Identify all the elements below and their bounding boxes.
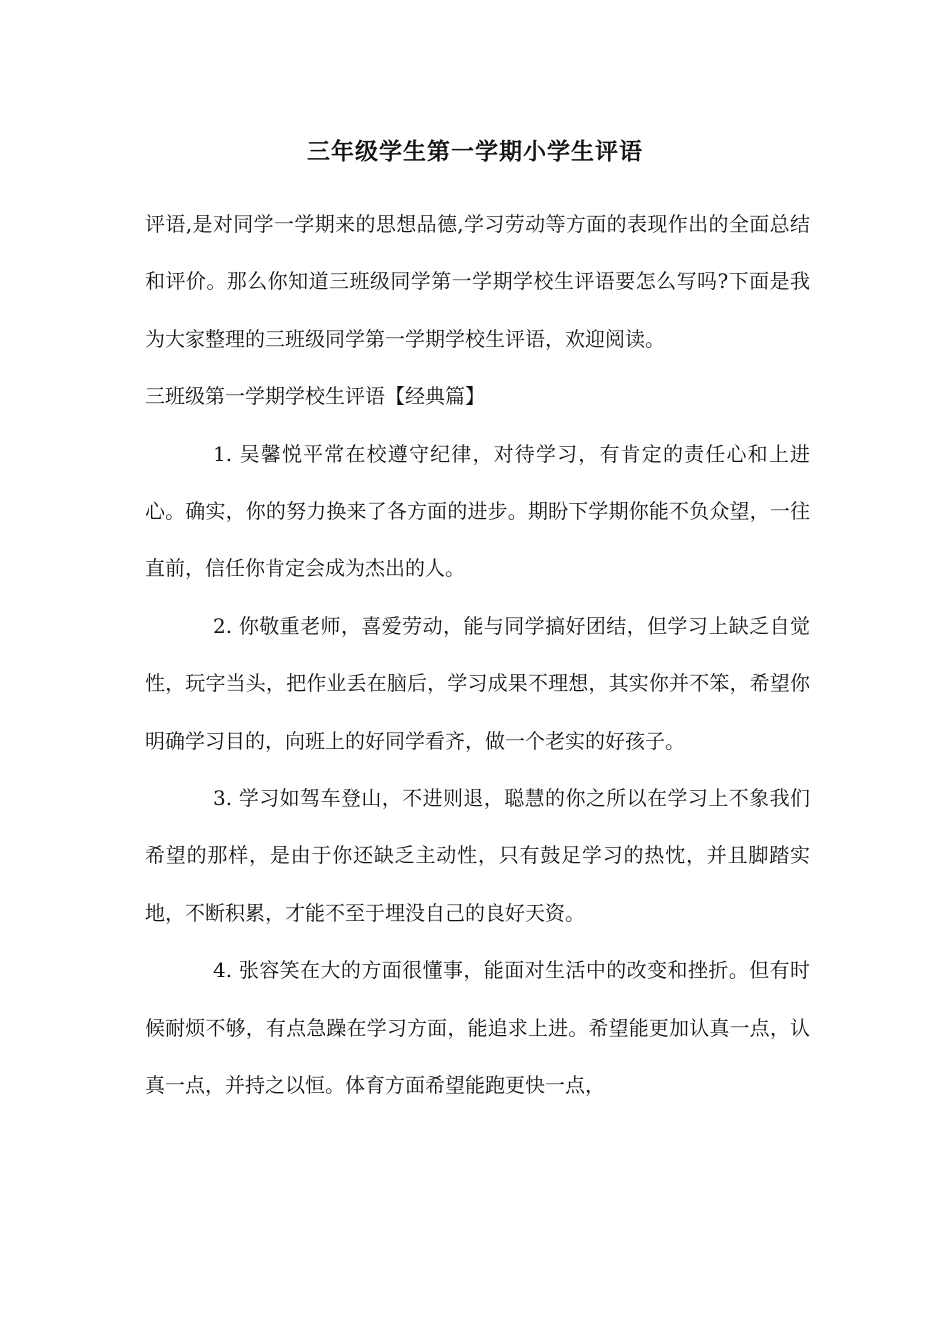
comment-paragraph-1: 1. 吴馨悦平常在校遵守纪律，对待学习，有肯定的责任心和上进心。确实，你的努力换来了各方面的进步。期盼下学期你能不负众望，一往直前，信任你肯定会成为杰出的人。 [145, 441, 810, 581]
document-body [145, 196, 810, 1115]
intro-paragraph: 评语,是对同学一学期来的思想品德,学习劳动等方面的表现作出的全面总结和评价。那么你知道三班级同学第一学期学校生评语要怎么写吗?下面是我为大家整理的三班级同学第一学期学校生评语，欢迎阅读。 [145, 212, 810, 351]
comment-paragraph-4: 4. 张容笑在大的方面很懂事，能面对生活中的改变和挫折。但有时候耐烦不够，有点急躁在学习方面，能追求上进。希望能更加认真一点，认真一点，并持之以恒。体育方面希望能跑更快一点， [145, 958, 810, 1098]
document-title: 三年级学生第一学期小学生评语 [307, 139, 643, 165]
comment-paragraph-3: 3. 学习如驾车登山，不进则退，聪慧的你之所以在学习上不象我们希望的那样，是由于你还缺乏主动性，只有鼓足学习的热忱，并且脚踏实地，不断积累，才能不至于埋没自己的良好天资。 [145, 786, 810, 925]
comment-paragraph-2: 2. 你敬重老师，喜爱劳动，能与同学搞好团结，但学习上缺乏自觉性，玩字当头，把作业丢在脑后，学习成果不理想，其实你并不笨，希望你明确学习目的，向班上的好同学看齐，做一个老实的好孩子。 [145, 613, 810, 753]
section-heading: 三班级第一学期学校生评语【经典篇】 [145, 384, 485, 409]
